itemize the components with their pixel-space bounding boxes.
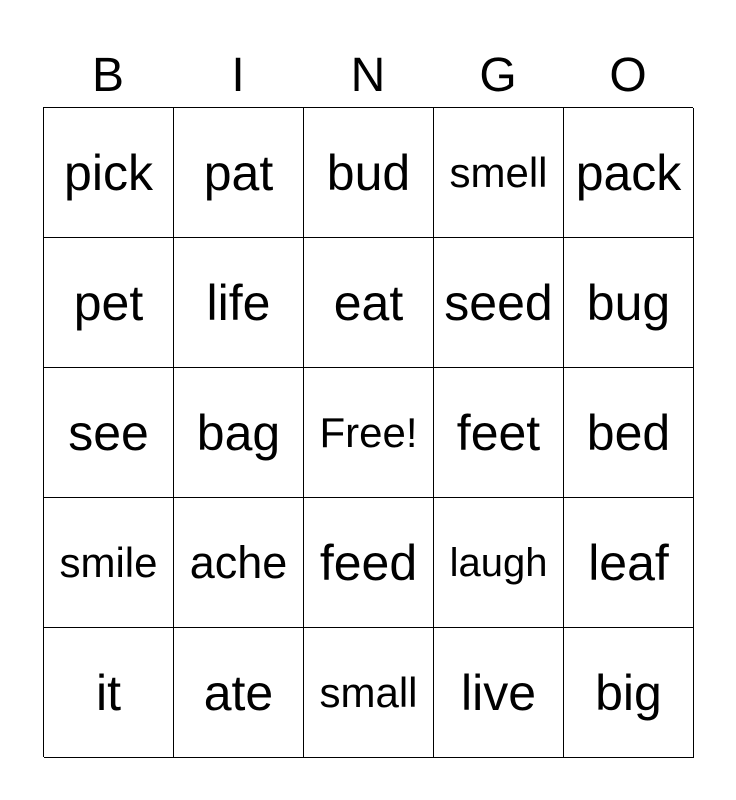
header-letter-o: O — [609, 49, 647, 102]
bingo-cell: ate — [174, 628, 304, 758]
bingo-cell: eat — [304, 238, 434, 368]
bingo-cell: leaf — [564, 498, 694, 628]
header-letter-n: N — [350, 49, 386, 102]
header-letter-g: G — [479, 49, 517, 102]
bingo-cell: life — [174, 238, 304, 368]
bingo-card-grid — [43, 107, 693, 757]
bingo-cell: it — [44, 628, 174, 758]
bingo-cell: smell — [434, 108, 564, 238]
bingo-cell: smile — [44, 498, 174, 628]
bingo-cell: pack — [564, 108, 694, 238]
header-letter-i: I — [231, 49, 245, 102]
bingo-cell: feed — [304, 498, 434, 628]
header-letter-b: B — [91, 49, 124, 102]
bingo-cell: ache — [174, 498, 304, 628]
bingo-cell: pat — [174, 108, 304, 238]
bingo-cell: pick — [44, 108, 174, 238]
bingo-cell: see — [44, 368, 174, 498]
bingo-cell: bud — [304, 108, 434, 238]
bingo-cell: feet — [434, 368, 564, 498]
bingo-cell: big — [564, 628, 694, 758]
free-space-cell: Free! — [304, 368, 434, 498]
bingo-cell: laugh — [434, 498, 564, 628]
bingo-cell: bed — [564, 368, 694, 498]
bingo-cell: small — [304, 628, 434, 758]
bingo-cell: pet — [44, 238, 174, 368]
bingo-cell: bug — [564, 238, 694, 368]
bingo-cell: live — [434, 628, 564, 758]
bingo-cell: bag — [174, 368, 304, 498]
bingo-cell: seed — [434, 238, 564, 368]
bingo-header — [43, 46, 693, 106]
